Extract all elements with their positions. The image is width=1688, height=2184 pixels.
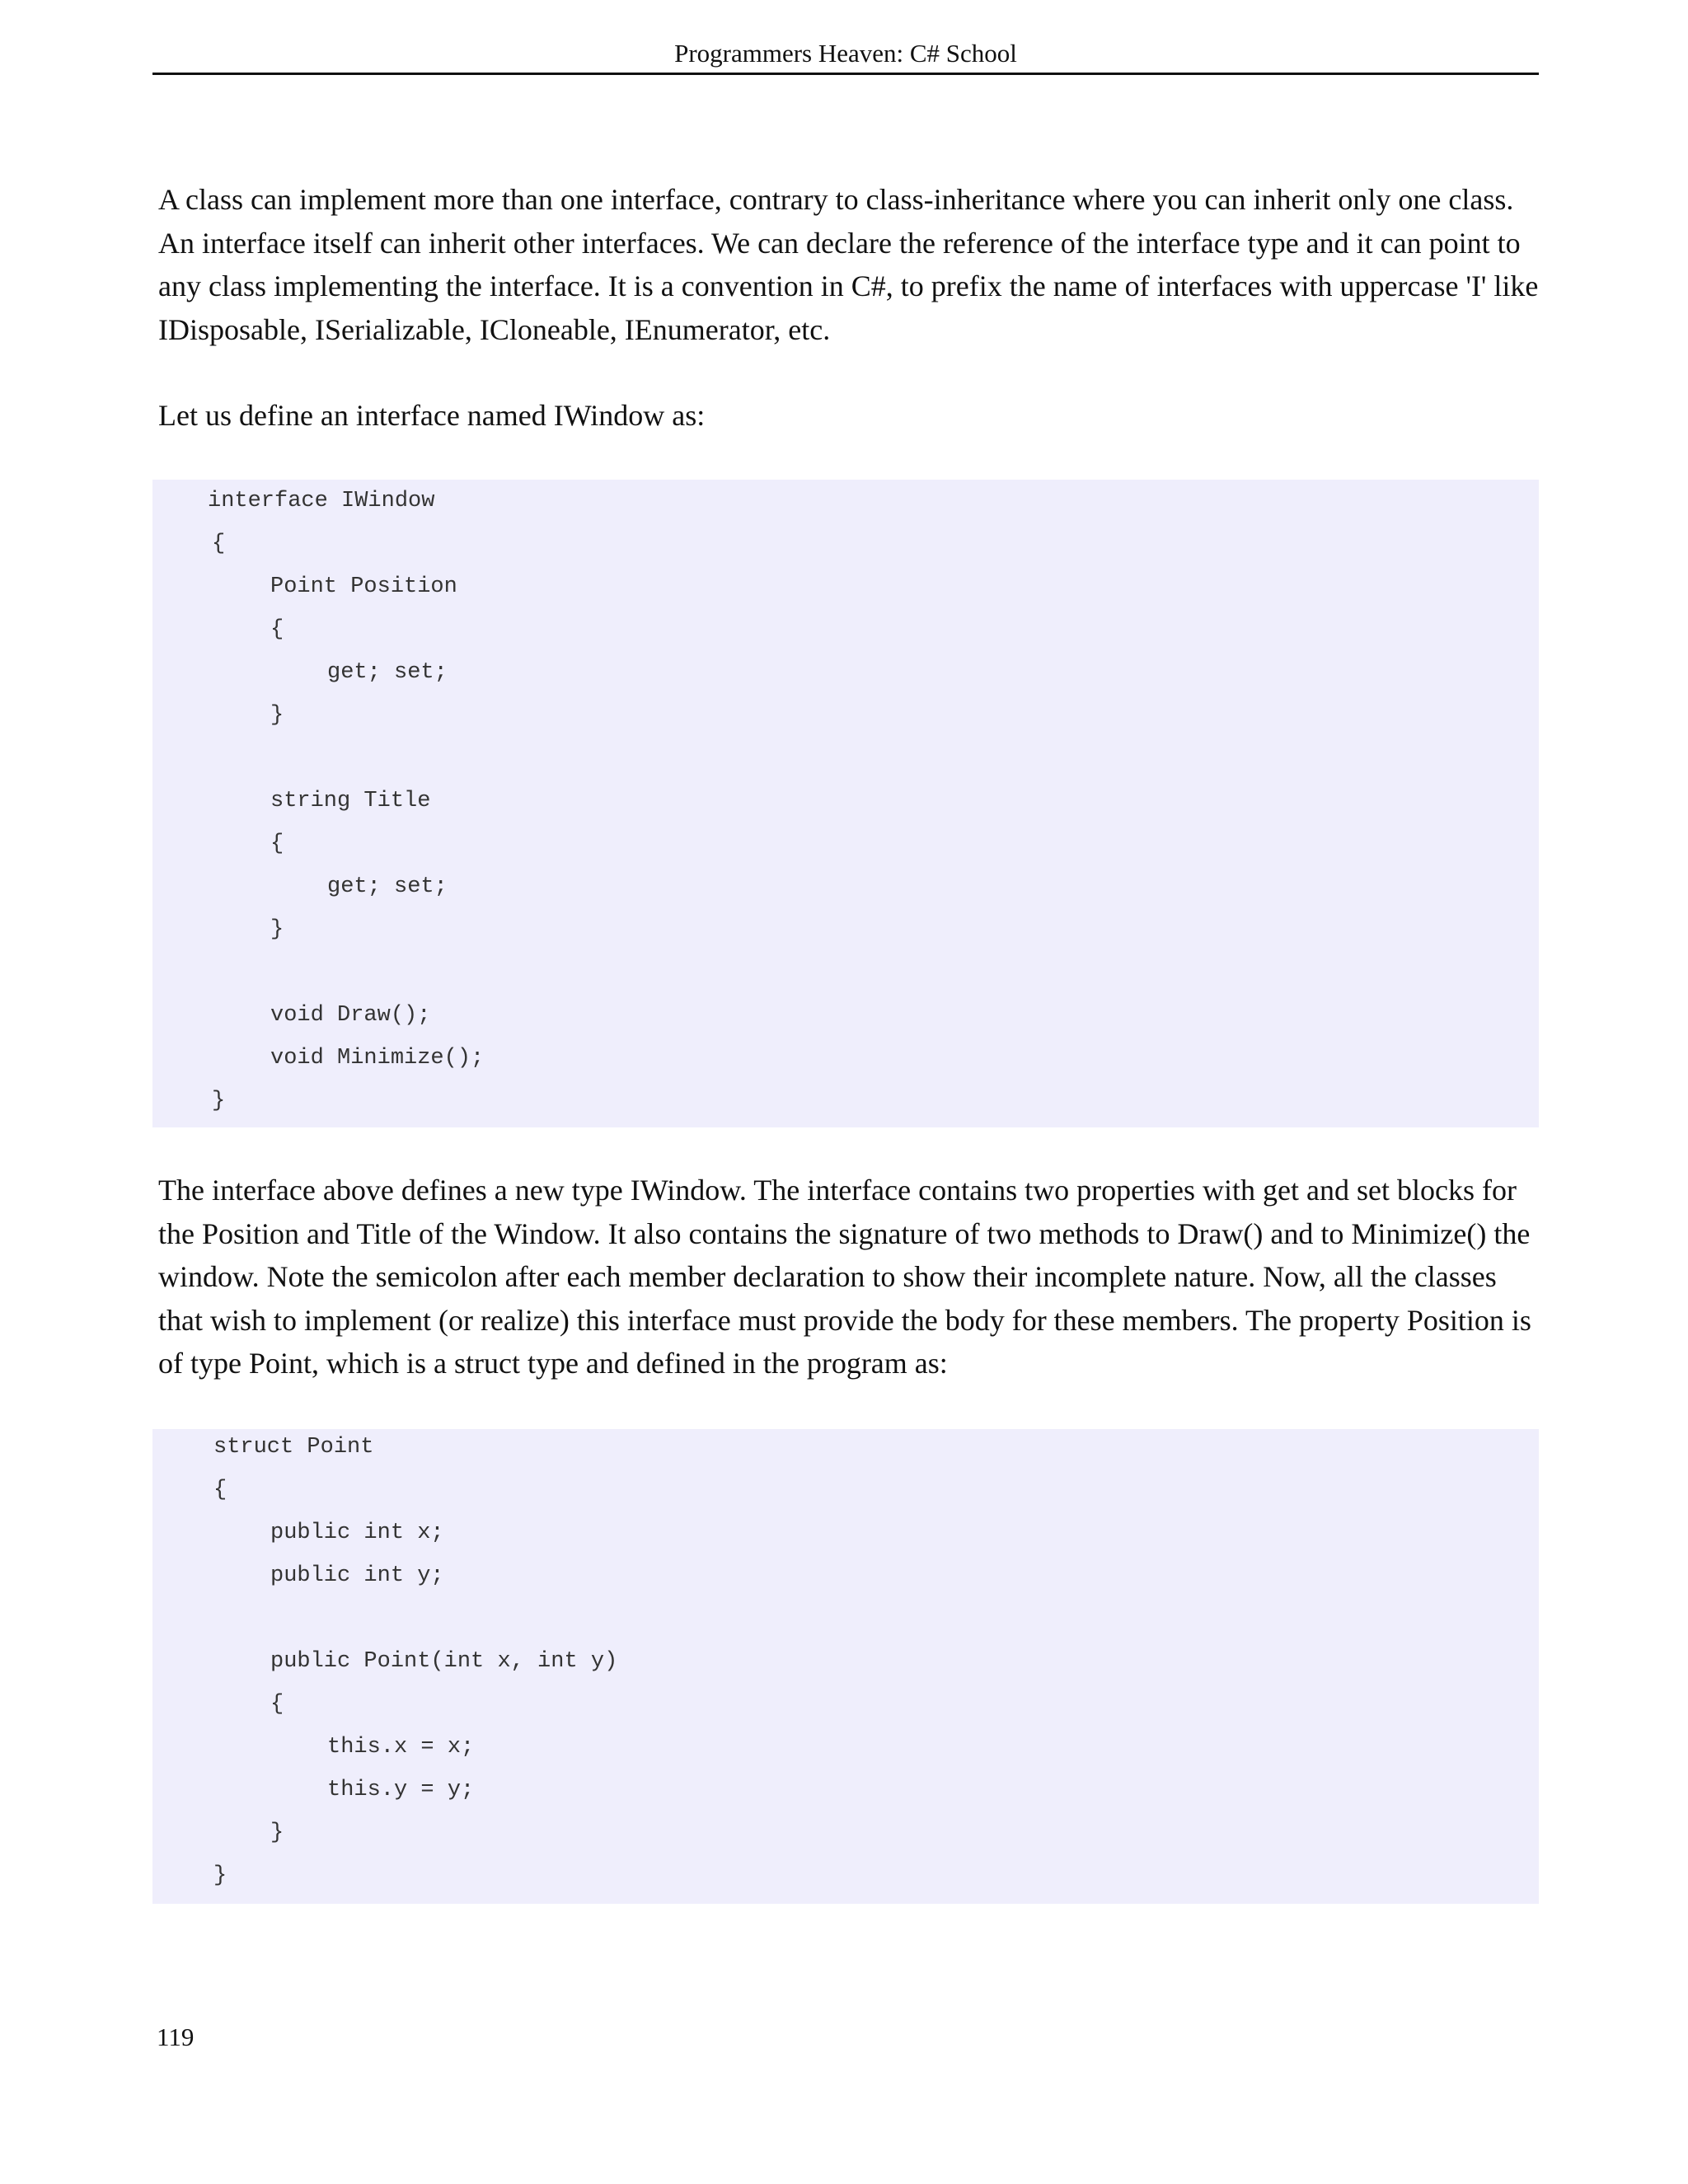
- code-line: }: [270, 1821, 284, 1845]
- code-line: this.y = y;: [327, 1778, 475, 1802]
- code-line: void Minimize();: [270, 1046, 485, 1071]
- code-line: public int y;: [270, 1563, 444, 1588]
- code-line: {: [270, 617, 284, 642]
- code-line: struct Point: [213, 1435, 374, 1460]
- code-line: Point Position: [270, 574, 457, 599]
- code-line: void Draw();: [270, 1003, 431, 1028]
- code-line: }: [270, 917, 284, 942]
- code-line: {: [212, 532, 226, 556]
- code-line: }: [270, 703, 284, 728]
- code-block-iwindow: [152, 480, 1539, 1127]
- body-paragraph: Let us define an interface named IWindow as:: [158, 399, 706, 432]
- code-line: string Title: [270, 789, 431, 813]
- body-paragraph: A class can implement more than one interface, contrary to class-inheritance where you can inherit only one class. An interface itself can inherit other interfaces. We can declare the reference of the interface type and it can point to any class implementing the interface. It is a convention in C#, to prefix the name of interfaces with uppercase 'I' like IDisposable, ISerializable, ICloneable, IEnumerator, etc.: [158, 183, 1539, 346]
- code-line: }: [212, 1089, 226, 1113]
- code-line: interface IWindow: [208, 489, 435, 513]
- code-line: public int x;: [270, 1521, 444, 1545]
- code-line: get; set;: [327, 874, 448, 899]
- code-line: get; set;: [327, 660, 448, 685]
- code-line: {: [270, 1692, 284, 1717]
- body-paragraph: The interface above defines a new type IWindow. The interface contains two properties with get and set blocks for the Position and Title of the Window. It also contains the signature of two methods to Draw() and to Minimize() the window. Note the semicolon after each member declaration to show their incomplete nature. Now, all the classes that wish to implement (or realize) this interface must provide the body for these members. The property Position is of type Point, which is a struct type and defined in the program as:: [158, 1174, 1531, 1380]
- code-line: }: [213, 1863, 227, 1888]
- code-block-point: [152, 1429, 1539, 1904]
- code-line: {: [213, 1478, 227, 1502]
- code-line: {: [270, 832, 284, 856]
- running-header: Programmers Heaven: C# School: [152, 36, 1539, 75]
- code-line: public Point(int x, int y): [270, 1649, 618, 1674]
- code-line: this.x = x;: [327, 1735, 475, 1760]
- page-number: 119: [157, 2022, 195, 2051]
